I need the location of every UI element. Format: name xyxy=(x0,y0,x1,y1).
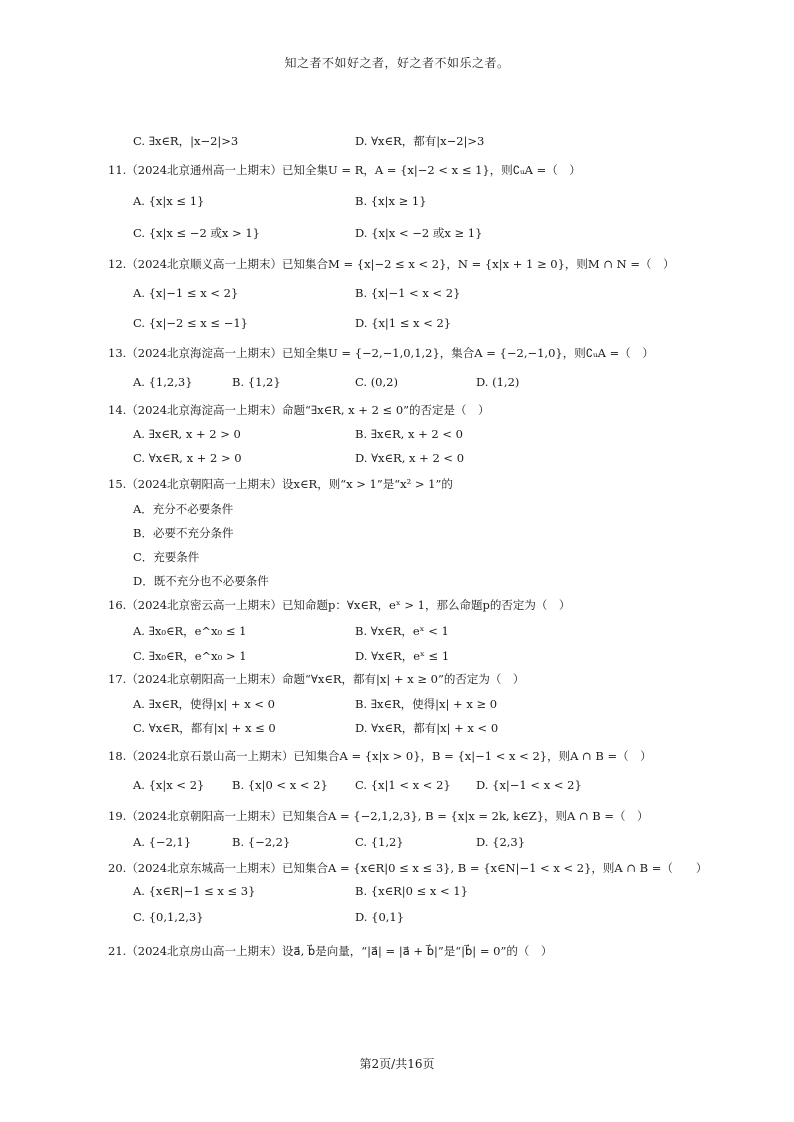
option-c: C. ∀x∈R, x + 2 > 0 xyxy=(133,451,242,465)
question-stem: 17.（2024北京朝阳高一上期末）命题“∀x∈R，都有|x| + x ≥ 0”的否定为（ ） xyxy=(108,672,525,686)
question-stem: 11.（2024北京通州高一上期末）已知全集U = R，A = {x|−2 < x ≤ 1}，则∁ᵤA =（ ） xyxy=(108,163,581,177)
option-c: C. {0,1,2,3} xyxy=(133,910,204,924)
option-d: D. {x|−1 < x < 2} xyxy=(476,778,582,792)
question-stem: 21.（2024北京房山高一上期末）设a⃗, b⃗是向量，“|a⃗| = |a⃗ + b⃗|”是“|b⃗| = 0”的（ ） xyxy=(108,944,553,958)
option-a: A. {x|−1 ≤ x < 2} xyxy=(133,286,239,300)
option-b: B. {x∈R|0 ≤ x < 1} xyxy=(355,884,468,898)
option-d: D. ∀x∈R, x + 2 < 0 xyxy=(355,451,465,465)
option-b: B. ∀x∈R，eˣ < 1 xyxy=(355,624,449,638)
option-d: D. ∀x∈R，都有|x| + x < 0 xyxy=(355,721,499,735)
option-d: D. ∀x∈R，eˣ ≤ 1 xyxy=(355,649,450,663)
option-c: C. ∀x∈R，都有|x| + x ≤ 0 xyxy=(133,721,276,735)
option-d: D. {2,3} xyxy=(476,835,526,849)
option-b: B. ∃x∈R, x + 2 < 0 xyxy=(355,427,463,441)
page-footer: 第2页/共16页 xyxy=(359,1057,435,1071)
option-a: A. {x∈R|−1 ≤ x ≤ 3} xyxy=(133,884,256,898)
option-c: C. {x|x ≤ −2 或x > 1} xyxy=(133,226,260,240)
page-header: 知之者不如好之者，好之者不如乐之者。 xyxy=(284,56,510,70)
option-b: B. {x|−1 < x < 2} xyxy=(355,286,461,300)
option-b: B. ∃x∈R，使得|x| + x ≥ 0 xyxy=(355,697,498,711)
option-c: C. {1,2} xyxy=(355,835,404,849)
option-a: A. {x|x ≤ 1} xyxy=(133,194,205,208)
question-stem: 12.（2024北京顺义高一上期末）已知集合M = {x|−2 ≤ x < 2}，N = {x|x + 1 ≥ 0}，则M ∩ N =（ ） xyxy=(108,257,675,271)
question-stem: 15.（2024北京朝阳高一上期末）设x∈R，则“x > 1”是“x² > 1”的 xyxy=(108,477,453,491)
option-c: C．充要条件 xyxy=(133,550,200,564)
option-d: D. {0,1} xyxy=(355,910,405,924)
question-stem: 18.（2024北京石景山高一上期末）已知集合A = {x|x > 0}，B = {x|−1 < x < 2}，则A ∩ B =（ ） xyxy=(108,749,652,763)
option-a: A. ∃x₀∈R，e^x₀ ≤ 1 xyxy=(133,624,247,638)
option-d: D．既不充分也不必要条件 xyxy=(133,574,269,588)
option-a: A. {1,2,3} xyxy=(133,375,193,389)
option-b: B. {−2,2} xyxy=(232,835,291,849)
option-c: C. {x|−2 ≤ x ≤ −1} xyxy=(133,316,248,330)
question-stem: 20.（2024北京东城高一上期末）已知集合A = {x∈R|0 ≤ x ≤ 3}, B = {x∈N|−1 < x < 2}，则A ∩ B =（ ） xyxy=(108,861,708,875)
option-c: C. ∃x₀∈R，e^x₀ > 1 xyxy=(133,649,247,663)
option-b: B．必要不充分条件 xyxy=(133,526,234,540)
option-a: A. {x|x < 2} xyxy=(133,778,205,792)
option-c: C. (0,2) xyxy=(355,375,398,389)
option-d: D. {x|1 ≤ x < 2} xyxy=(355,316,452,330)
option-c: C. ∃x∈R，|x−2|>3 xyxy=(133,134,239,148)
question-stem: 14.（2024北京海淀高一上期末）命题“∃x∈R, x + 2 ≤ 0”的否定是（ ） xyxy=(108,403,490,417)
option-a: A. ∃x∈R，使得|x| + x < 0 xyxy=(133,697,275,711)
option-d: D. ∀x∈R，都有|x−2|>3 xyxy=(355,134,485,148)
option-d: D. (1,2) xyxy=(476,375,520,389)
option-a: A．充分不必要条件 xyxy=(133,502,234,516)
option-b: B. {1,2} xyxy=(232,375,281,389)
option-b: B. {x|x ≥ 1} xyxy=(355,194,427,208)
option-a: A. {−2,1} xyxy=(133,835,192,849)
option-c: C. {x|1 < x < 2} xyxy=(355,778,451,792)
option-b: B. {x|0 < x < 2} xyxy=(232,778,328,792)
question-stem: 13.（2024北京海淀高一上期末）已知全集U = {−2,−1,0,1,2}，集合A = {−2,−1,0}，则∁ᵤA =（ ） xyxy=(108,346,654,360)
option-a: A. ∃x∈R, x + 2 > 0 xyxy=(133,427,241,441)
question-stem: 16.（2024北京密云高一上期末）已知命题p：∀x∈R，eˣ > 1，那么命题p的否定为（ ） xyxy=(108,598,571,612)
option-d: D. {x|x < −2 或x ≥ 1} xyxy=(355,226,483,240)
question-stem: 19.（2024北京朝阳高一上期末）已知集合A = {−2,1,2,3}, B = {x|x = 2k, k∈Z}，则A ∩ B =（ ） xyxy=(108,809,649,823)
